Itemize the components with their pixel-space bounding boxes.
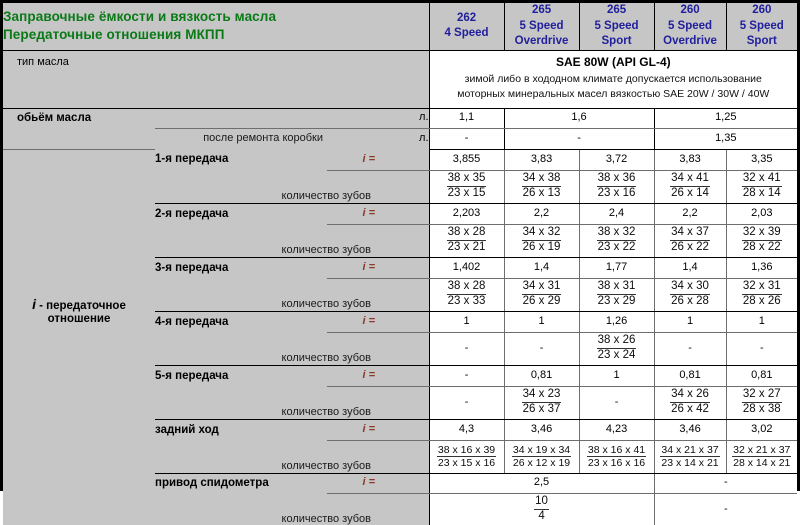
oil-volume-unit: л.	[327, 108, 429, 128]
spacer	[3, 128, 155, 149]
column-code: 260	[680, 4, 700, 16]
gear4-ratio-c4: 1	[654, 311, 726, 332]
after-repair-value-c1: -	[429, 128, 504, 149]
gear4-ratio-c5: 1	[726, 311, 797, 332]
transmission-spec-table	[3, 3, 797, 525]
speedometer-teeth-c45: -	[654, 493, 797, 525]
gear2-teeth-c2: $\frac{34 x 32}{26 x 19}$	[504, 224, 579, 257]
spacer	[375, 419, 429, 440]
reverse-teeth-c2: $\frac{34 x 19 x 34}{26 x 12 x 19}$	[504, 440, 579, 473]
gear1-teeth-c1: $\frac{38 x 35}{23 x 15}$	[429, 170, 504, 203]
gear5-teeth-c1: -	[429, 386, 504, 419]
reverse-teeth-c1: $\frac{38 x 16 x 39}{23 x 15 x 16}$	[429, 440, 504, 473]
page-title	[3, 3, 429, 50]
gear5-ratio-row	[3, 365, 797, 386]
oil-note-line-2: моторных минеральных масел вязкостью SAE 20W / 30W / 40W	[457, 88, 770, 101]
gear2-teeth-c4: $\frac{34 x 37}{26 x 22}$	[654, 224, 726, 257]
spacer	[375, 203, 429, 224]
speedometer-ratio-c123: 2,5	[429, 473, 654, 493]
gear2-label: 2-я передача	[155, 203, 327, 224]
gear2-ratio-c3: 2,4	[579, 203, 654, 224]
reverse-unit: i =	[327, 419, 375, 440]
gear5-ratio-c1: -	[429, 365, 504, 386]
column-type-line-2: Overdrive	[514, 35, 569, 48]
spacer	[3, 203, 155, 224]
gear1-ratio-row	[3, 149, 797, 170]
after-repair-row	[3, 128, 797, 149]
gear5-teeth-c3: -	[579, 386, 654, 419]
ratio-legend	[3, 257, 155, 365]
gear4-unit: i =	[327, 311, 375, 332]
gear5-teeth-c5: $\frac{32 x 27}{28 x 38}$	[726, 386, 797, 419]
gear4-teeth-c4: -	[654, 332, 726, 365]
gear1-teeth-c3: $\frac{38 x 36}{23 x 16}$	[579, 170, 654, 203]
gear3-teeth-c1: $\frac{38 x 28}{23 x 33}$	[429, 278, 504, 311]
column-type-line-1: 5 Speed	[519, 19, 564, 32]
column-type-line-2: Sport	[746, 35, 777, 48]
gear1-unit: i =	[327, 149, 375, 170]
reverse-ratio-row	[3, 419, 797, 440]
speedometer-ratio-row	[3, 473, 797, 493]
gear1-teeth-label: количество зубов	[155, 170, 375, 203]
oil-volume-value-c1: 1,1	[429, 108, 504, 128]
after-repair-value-c45: 1,35	[654, 128, 797, 149]
gear1-ratio-c1: 3,855	[429, 149, 504, 170]
spacer	[3, 473, 155, 493]
gear2-ratio-c5: 2,03	[726, 203, 797, 224]
header-row	[3, 3, 797, 50]
reverse-teeth-c5: $\frac{32 x 21 x 37}{28 x 14 x 21}$	[726, 440, 797, 473]
gear4-ratio-c3: 1,26	[579, 311, 654, 332]
spacer	[375, 493, 429, 525]
gear3-unit: i =	[327, 257, 375, 278]
gear2-teeth-c1: $\frac{38 x 28}{23 x 21}$	[429, 224, 504, 257]
after-repair-unit: л.	[327, 128, 429, 149]
column-type-line-1: 5 Speed	[594, 19, 639, 32]
spacer	[375, 440, 429, 473]
oil-type-label: тип масла	[3, 50, 429, 108]
speedometer-teeth-row	[3, 493, 797, 525]
gear3-ratio-c4: 1,4	[654, 257, 726, 278]
reverse-teeth-label: количество зубов	[155, 440, 375, 473]
gear4-teeth-c5: -	[726, 332, 797, 365]
column-type-line-1: 5 Speed	[739, 19, 784, 32]
spacer	[3, 170, 155, 203]
reverse-ratio-c2: 3,46	[504, 419, 579, 440]
gear1-teeth-row	[3, 170, 797, 203]
gear3-ratio-c3: 1,77	[579, 257, 654, 278]
gear2-ratio-row	[3, 203, 797, 224]
spacer	[3, 149, 155, 170]
gear3-ratio-c2: 1,4	[504, 257, 579, 278]
speedometer-unit: i =	[327, 473, 375, 493]
gear5-ratio-c4: 0,81	[654, 365, 726, 386]
gear1-ratio-c3: 3,72	[579, 149, 654, 170]
reverse-teeth-row	[3, 440, 797, 473]
reverse-label: задний ход	[155, 419, 327, 440]
oil-volume-value-c23: 1,6	[504, 108, 654, 128]
gear2-unit: i =	[327, 203, 375, 224]
column-type-line-1: 5 Speed	[667, 19, 713, 32]
reverse-teeth-c3: $\frac{38 x 16 x 41}{23 x 16 x 16}$	[579, 440, 654, 473]
spacer	[375, 332, 429, 365]
column-code: 265	[606, 4, 627, 16]
gear4-teeth-c1: -	[429, 332, 504, 365]
legend-text: - передаточное отношение	[39, 300, 126, 325]
oil-volume-label: обьём масла	[3, 108, 155, 128]
gear2-teeth-c3: $\frac{38 x 32}{23 x 22}$	[579, 224, 654, 257]
reverse-ratio-c1: 4,3	[429, 419, 504, 440]
oil-volume-row	[3, 108, 797, 128]
gear3-label: 3-я передача	[155, 257, 327, 278]
gear1-teeth-c5: $\frac{32 x 41}{28 x 14}$	[726, 170, 797, 203]
spacer	[375, 149, 429, 170]
gear3-teeth-c3: $\frac{38 x 31}{23 x 29}$	[579, 278, 654, 311]
spacer	[375, 224, 429, 257]
column-header-0	[429, 3, 504, 50]
spacer	[3, 224, 155, 257]
column-header-3	[654, 3, 726, 50]
title-line-1: Заправочные ёмкости и вязкость масла	[3, 9, 277, 25]
speedometer-teeth-label: количество зубов	[155, 493, 375, 525]
gear5-teeth-c2: $\frac{34 x 23}{26 x 37}$	[504, 386, 579, 419]
gear3-teeth-label: количество зубов	[155, 278, 375, 311]
spacer	[155, 108, 327, 128]
gear5-teeth-row	[3, 386, 797, 419]
title-line-2: Передаточные отношения МКПП	[3, 27, 225, 43]
gear4-ratio-c1: 1	[429, 311, 504, 332]
after-repair-value-c23: -	[504, 128, 654, 149]
column-header-2	[579, 3, 654, 50]
gear5-ratio-c3: 1	[579, 365, 654, 386]
gear2-ratio-c1: 2,203	[429, 203, 504, 224]
gear2-teeth-c5: $\frac{32 x 39}{28 x 22}$	[726, 224, 797, 257]
spacer	[3, 493, 155, 525]
spacer	[375, 257, 429, 278]
gear1-teeth-c2: $\frac{34 x 38}{26 x 13}$	[504, 170, 579, 203]
speedometer-teeth-c123: $\frac{10}{4}$	[429, 493, 654, 525]
oil-volume-value-c45: 1,25	[654, 108, 797, 128]
column-header-4	[726, 3, 797, 50]
gear2-ratio-c4: 2,2	[654, 203, 726, 224]
gear4-teeth-c2: -	[504, 332, 579, 365]
spacer	[375, 278, 429, 311]
gear1-ratio-c2: 3,83	[504, 149, 579, 170]
gear4-teeth-c3: $\frac{38 x 26}{23 x 24}$	[579, 332, 654, 365]
spacer	[3, 419, 155, 440]
column-type-line-2: Sport	[601, 35, 632, 48]
gear3-teeth-c4: $\frac{34 x 30}{26 x 28}$	[654, 278, 726, 311]
reverse-ratio-c4: 3,46	[654, 419, 726, 440]
spacer	[3, 386, 155, 419]
oil-type-row	[3, 50, 797, 108]
gear4-label: 4-я передача	[155, 311, 327, 332]
gear2-teeth-label: количество зубов	[155, 224, 375, 257]
reverse-teeth-c4: $\frac{34 x 21 x 37}{23 x 14 x 21}$	[654, 440, 726, 473]
spacer	[375, 386, 429, 419]
gear1-teeth-c4: $\frac{34 x 41}{26 x 14}$	[654, 170, 726, 203]
gear3-teeth-c5: $\frac{32 x 31}{28 x 26}$	[726, 278, 797, 311]
speedometer-label: привод спидометра	[155, 473, 327, 493]
gear5-ratio-c2: 0,81	[504, 365, 579, 386]
spacer	[375, 311, 429, 332]
column-header-1	[504, 3, 579, 50]
gear3-ratio-c1: 1,402	[429, 257, 504, 278]
gear3-ratio-row	[3, 257, 797, 278]
oil-type-value	[429, 50, 797, 108]
speedometer-ratio-c45: -	[654, 473, 797, 493]
column-code: 260	[752, 4, 772, 16]
gear5-unit: i =	[327, 365, 375, 386]
gear3-ratio-c5: 1,36	[726, 257, 797, 278]
spacer	[375, 365, 429, 386]
gear5-label: 5-я передача	[155, 365, 327, 386]
gear1-label: 1-я передача	[155, 149, 327, 170]
reverse-ratio-c3: 4,23	[579, 419, 654, 440]
gear3-teeth-c2: $\frac{34 x 31}{26 x 29}$	[504, 278, 579, 311]
gear1-ratio-c5: 3,35	[726, 149, 797, 170]
spacer	[3, 365, 155, 386]
gear2-ratio-c2: 2,2	[504, 203, 579, 224]
column-code: 265	[531, 4, 552, 16]
spacer	[3, 440, 155, 473]
oil-spec: SAE 80W (API GL-4)	[555, 55, 671, 69]
gear4-teeth-label: количество зубов	[155, 332, 375, 365]
column-type-line-2: Overdrive	[663, 35, 717, 48]
after-repair-label: после ремонта коробки	[155, 128, 327, 149]
spacer	[375, 170, 429, 203]
column-code: 262	[456, 11, 477, 24]
legend-symbol: i	[32, 296, 37, 312]
oil-note-line-1: зимой либо в хододном климате допускается использование	[464, 72, 762, 85]
gear2-teeth-row	[3, 224, 797, 257]
column-type-line-1: 4 Speed	[444, 27, 489, 40]
reverse-ratio-c5: 3,02	[726, 419, 797, 440]
gear5-teeth-label: количество зубов	[155, 386, 375, 419]
spacer	[375, 473, 429, 493]
gear4-ratio-c2: 1	[504, 311, 579, 332]
gear5-ratio-c5: 0,81	[726, 365, 797, 386]
gear1-ratio-c4: 3,83	[654, 149, 726, 170]
gear5-teeth-c4: $\frac{34 x 26}{26 x 42}$	[654, 386, 726, 419]
